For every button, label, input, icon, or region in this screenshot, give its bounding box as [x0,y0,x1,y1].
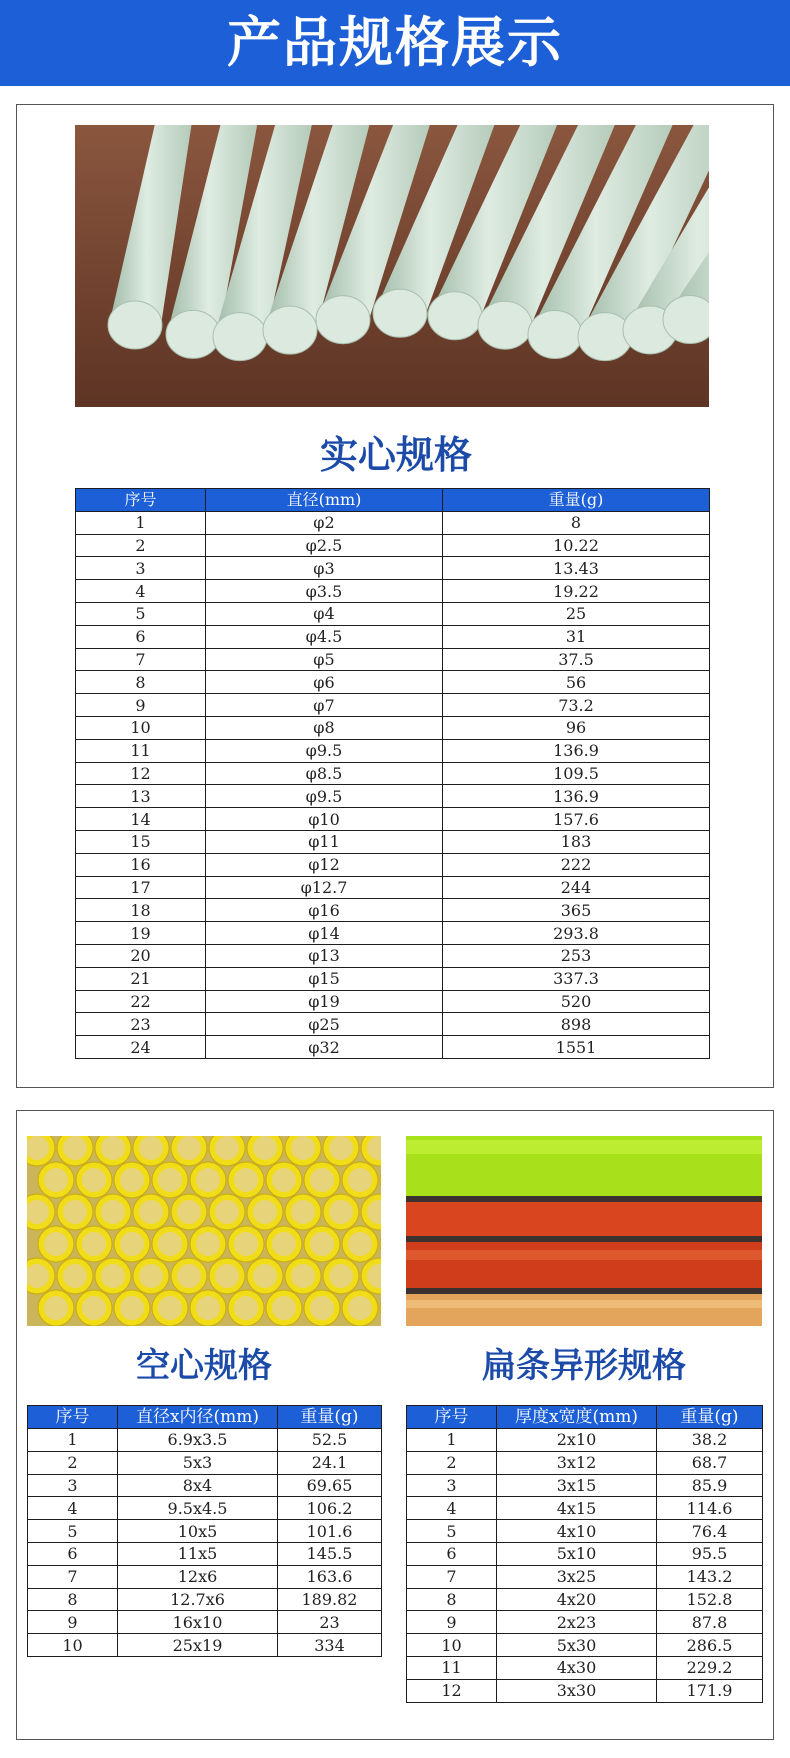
page-title: 产品规格展示 [227,11,563,74]
table-row [28,1588,382,1611]
flat-size-cell: 3x12 [497,1451,657,1474]
flat-weight-cell: 171.9 [657,1679,763,1702]
flat-weight-cell: 76.4 [657,1520,763,1543]
solid-weight-cell: 293.8 [443,922,710,945]
solid-index-cell: 3 [76,557,206,580]
table-row [28,1542,382,1565]
tube-hole-shape [348,1296,372,1320]
solid-weight-cell: 520 [443,990,710,1013]
hollow-tubes-photo [27,1136,381,1326]
hollow-index-cell: 4 [28,1497,118,1520]
table-row [407,1542,763,1565]
solid-index-cell: 16 [76,853,206,876]
solid-index-cell: 19 [76,922,206,945]
solid-weight-cell: 365 [443,899,710,922]
solid-weight-header: 重量(g) [443,489,710,512]
hollow-index-cell: 9 [28,1611,118,1634]
solid-size-cell: φ2.5 [206,534,443,557]
solid-index-cell: 10 [76,716,206,739]
flat-weight-header: 重量(g) [657,1406,763,1429]
tube-hole-shape [196,1232,220,1256]
solid-index-cell: 5 [76,602,206,625]
solid-size-cell: φ16 [206,899,443,922]
tube-hole-shape [253,1264,277,1288]
solid-weight-cell: 37.5 [443,648,710,671]
table-row [76,694,710,717]
flat-weight-cell: 38.2 [657,1429,763,1452]
rod-end-shape [478,301,532,349]
table-row [407,1634,763,1657]
solid-weight-cell: 109.5 [443,762,710,785]
solid-weight-cell: 253 [443,944,710,967]
solid-weight-cell: 8 [443,511,710,534]
solid-index-cell: 24 [76,1036,206,1059]
tube-hole-shape [101,1136,125,1160]
hollow-index-cell: 2 [28,1451,118,1474]
flat-index-cell: 8 [407,1588,497,1611]
hollow-index-cell: 8 [28,1588,118,1611]
tube-hole-shape [63,1136,87,1160]
solid-index-cell: 13 [76,785,206,808]
table-row [76,511,710,534]
flat-index-header: 序号 [407,1406,497,1429]
hollow-size-cell: 11x5 [118,1542,278,1565]
table-row [76,990,710,1013]
table-row [76,648,710,671]
solid-index-cell: 2 [76,534,206,557]
hollow-index-cell: 6 [28,1542,118,1565]
flat-bars-photo [406,1136,762,1326]
table-row [407,1656,763,1679]
hollow-weight-header: 重量(g) [278,1406,382,1429]
solid-size-cell: φ19 [206,990,443,1013]
table-row [407,1611,763,1634]
solid-size-cell: φ3.5 [206,580,443,603]
solid-index-cell: 15 [76,830,206,853]
solid-weight-cell: 222 [443,853,710,876]
flat-size-cell: 4x30 [497,1656,657,1679]
tube-hole-shape [253,1136,277,1160]
tube-hole-shape [82,1168,106,1192]
solid-index-cell: 8 [76,671,206,694]
flat-weight-cell: 286.5 [657,1634,763,1657]
tube-hole-shape [44,1296,68,1320]
flat-weight-cell: 143.2 [657,1565,763,1588]
table-row [28,1474,382,1497]
tube-hole-shape [329,1136,353,1160]
solid-index-header: 序号 [76,489,206,512]
tube-hole-shape [139,1264,163,1288]
solid-rods-photo [75,125,709,407]
tube-hole-shape [120,1296,144,1320]
hollow-weight-cell: 163.6 [278,1565,382,1588]
flat-size-cell: 4x20 [497,1588,657,1611]
solid-weight-cell: 157.6 [443,808,710,831]
solid-weight-cell: 183 [443,830,710,853]
solid-index-cell: 22 [76,990,206,1013]
hollow-size-cell: 12.7x6 [118,1588,278,1611]
solid-spec-table [75,488,710,1059]
hollow-weight-cell: 69.65 [278,1474,382,1497]
hollow-size-header: 直径x内径(mm) [118,1406,278,1429]
tube-hole-shape [272,1168,296,1192]
table-row [76,830,710,853]
solid-index-cell: 20 [76,944,206,967]
tube-hole-shape [158,1168,182,1192]
table-row [407,1588,763,1611]
table-row [28,1634,382,1657]
flat-index-cell: 6 [407,1542,497,1565]
table-row [76,602,710,625]
solid-weight-cell: 10.22 [443,534,710,557]
rod-end-shape [428,292,482,340]
tube-hole-shape [196,1296,220,1320]
solid-size-cell: φ4 [206,602,443,625]
table-row [28,1611,382,1634]
solid-size-cell: φ8.5 [206,762,443,785]
tube-hole-shape [177,1136,201,1160]
tube-hole-shape [158,1296,182,1320]
table-row [76,853,710,876]
title-banner [0,0,790,86]
hollow-weight-cell: 189.82 [278,1588,382,1611]
flat-index-cell: 1 [407,1429,497,1452]
solid-weight-cell: 337.3 [443,967,710,990]
solid-weight-cell: 244 [443,876,710,899]
flat-index-cell: 3 [407,1474,497,1497]
solid-size-cell: φ10 [206,808,443,831]
table-row [407,1679,763,1702]
flat-weight-cell: 95.5 [657,1542,763,1565]
table-row [76,739,710,762]
table-row [28,1565,382,1588]
table-row [76,625,710,648]
solid-index-cell: 9 [76,694,206,717]
tube-hole-shape [63,1264,87,1288]
flat-index-cell: 4 [407,1497,497,1520]
tube-hole-shape [120,1232,144,1256]
solid-spec-panel [16,104,774,1088]
solid-size-cell: φ6 [206,671,443,694]
hollow-size-cell: 12x6 [118,1565,278,1588]
tube-hole-shape [291,1136,315,1160]
table-row [407,1497,763,1520]
flat-size-cell: 2x23 [497,1611,657,1634]
flat-index-cell: 2 [407,1451,497,1474]
solid-spec-heading: 实心规格 [319,433,472,477]
flat-weight-cell: 87.8 [657,1611,763,1634]
solid-size-cell: φ4.5 [206,625,443,648]
hollow-index-cell: 5 [28,1520,118,1543]
tube-hole-shape [215,1136,239,1160]
flat-weight-cell: 152.8 [657,1588,763,1611]
solid-index-cell: 6 [76,625,206,648]
hollow-size-cell: 9.5x4.5 [118,1497,278,1520]
tube-hole-shape [82,1296,106,1320]
solid-index-cell: 11 [76,739,206,762]
flat-size-cell: 4x10 [497,1520,657,1543]
flat-index-cell: 12 [407,1679,497,1702]
tube-hole-shape [291,1200,315,1224]
solid-size-cell: φ7 [206,694,443,717]
hollow-size-cell: 25x19 [118,1634,278,1657]
table-row [28,1429,382,1452]
table-row [76,808,710,831]
tube-hole-shape [234,1296,258,1320]
solid-weight-cell: 136.9 [443,785,710,808]
hollow-size-cell: 10x5 [118,1520,278,1543]
solid-size-cell: φ12 [206,853,443,876]
solid-weight-cell: 898 [443,1013,710,1036]
hollow-index-cell: 10 [28,1634,118,1657]
solid-size-cell: φ3 [206,557,443,580]
rod-end-shape [373,289,427,337]
table-row [76,580,710,603]
solid-size-cell: φ14 [206,922,443,945]
table-row [407,1474,763,1497]
solid-index-cell: 14 [76,808,206,831]
solid-size-cell: φ5 [206,648,443,671]
table-row [76,671,710,694]
solid-weight-cell: 25 [443,602,710,625]
table-row [407,1565,763,1588]
tube-hole-shape [101,1264,125,1288]
table-row [28,1451,382,1474]
rod-end-shape [213,313,267,361]
tube-hole-shape [120,1168,144,1192]
table-row [76,899,710,922]
solid-index-cell: 18 [76,899,206,922]
hollow-size-cell: 5x3 [118,1451,278,1474]
solid-weight-cell: 73.2 [443,694,710,717]
table-row [407,1520,763,1543]
solid-weight-cell: 31 [443,625,710,648]
tube-hole-shape [253,1200,277,1224]
hollow-weight-cell: 101.6 [278,1520,382,1543]
tube-hole-shape [158,1232,182,1256]
solid-index-cell: 4 [76,580,206,603]
solid-size-cell: φ11 [206,830,443,853]
solid-index-cell: 23 [76,1013,206,1036]
solid-size-header: 直径(mm) [206,489,443,512]
solid-size-cell: φ2 [206,511,443,534]
tube-hole-shape [329,1200,353,1224]
flat-index-cell: 9 [407,1611,497,1634]
flat-size-cell: 3x30 [497,1679,657,1702]
solid-weight-cell: 96 [443,716,710,739]
hollow-size-cell: 6.9x3.5 [118,1429,278,1452]
solid-size-cell: φ15 [206,967,443,990]
flat-weight-cell: 85.9 [657,1474,763,1497]
hollow-weight-cell: 106.2 [278,1497,382,1520]
solid-index-cell: 1 [76,511,206,534]
tube-hole-shape [44,1168,68,1192]
table-row [76,716,710,739]
flat-size-cell: 5x10 [497,1542,657,1565]
flat-size-cell: 3x25 [497,1565,657,1588]
flat-index-cell: 5 [407,1520,497,1543]
table-row [76,922,710,945]
solid-index-cell: 7 [76,648,206,671]
solid-index-cell: 17 [76,876,206,899]
solid-size-cell: φ9.5 [206,739,443,762]
table-row [28,1520,382,1543]
hollow-index-cell: 3 [28,1474,118,1497]
table-row [76,1013,710,1036]
flat-weight-cell: 68.7 [657,1451,763,1474]
tube-hole-shape [177,1200,201,1224]
tube-hole-shape [272,1232,296,1256]
flat-spec-heading: 扁条异形规格 [482,1346,686,1386]
flat-size-cell: 5x30 [497,1634,657,1657]
tube-hole-shape [177,1264,201,1288]
hollow-weight-cell: 334 [278,1634,382,1657]
rod-end-shape [263,306,317,354]
hollow-weight-cell: 145.5 [278,1542,382,1565]
flat-size-cell: 3x15 [497,1474,657,1497]
tube-hole-shape [310,1232,334,1256]
flat-size-cell: 4x15 [497,1497,657,1520]
hollow-size-cell: 8x4 [118,1474,278,1497]
solid-weight-cell: 19.22 [443,580,710,603]
tube-hole-shape [82,1232,106,1256]
tube-hole-shape [139,1200,163,1224]
table-row [76,876,710,899]
tube-hole-shape [215,1264,239,1288]
rod-end-shape [316,296,370,344]
table-row [76,785,710,808]
tube-hole-shape [101,1200,125,1224]
tube-hole-shape [310,1296,334,1320]
tube-hole-shape [329,1264,353,1288]
rod-end-shape [528,311,582,359]
solid-size-cell: φ25 [206,1013,443,1036]
hollow-spec-heading: 空心规格 [136,1346,272,1386]
solid-size-cell: φ32 [206,1036,443,1059]
solid-size-cell: φ9.5 [206,785,443,808]
tube-hole-shape [310,1168,334,1192]
solid-size-cell: φ13 [206,944,443,967]
hollow-weight-cell: 23 [278,1611,382,1634]
solid-weight-cell: 13.43 [443,557,710,580]
rod-end-shape [166,310,220,358]
table-row [407,1451,763,1474]
hollow-size-cell: 16x10 [118,1611,278,1634]
flat-weight-cell: 114.6 [657,1497,763,1520]
tube-hole-shape [139,1136,163,1160]
rod-end-shape [108,301,162,349]
hollow-weight-cell: 24.1 [278,1451,382,1474]
solid-size-cell: φ8 [206,716,443,739]
tube-hole-shape [234,1168,258,1192]
flat-weight-cell: 229.2 [657,1656,763,1679]
solid-size-cell: φ12.7 [206,876,443,899]
hollow-spec-table [27,1405,382,1657]
table-row [28,1497,382,1520]
flat-spec-table [406,1405,763,1703]
solid-index-cell: 21 [76,967,206,990]
hollow-weight-cell: 52.5 [278,1429,382,1452]
flat-index-cell: 7 [407,1565,497,1588]
tube-hole-shape [291,1264,315,1288]
hollow-index-cell: 7 [28,1565,118,1588]
flat-index-cell: 11 [407,1656,497,1679]
table-row [76,762,710,785]
flat-size-header: 厚度x宽度(mm) [497,1406,657,1429]
tube-hole-shape [348,1232,372,1256]
table-row [76,557,710,580]
tube-hole-shape [63,1200,87,1224]
flat-size-cell: 2x10 [497,1429,657,1452]
solid-weight-cell: 56 [443,671,710,694]
solid-index-cell: 12 [76,762,206,785]
hollow-index-cell: 1 [28,1429,118,1452]
tube-hole-shape [234,1232,258,1256]
hollow-flat-spec-panel [16,1110,774,1740]
tube-hole-shape [196,1168,220,1192]
table-row [76,944,710,967]
flat-index-cell: 10 [407,1634,497,1657]
tube-hole-shape [348,1168,372,1192]
solid-weight-cell: 136.9 [443,739,710,762]
hollow-index-header: 序号 [28,1406,118,1429]
table-row [76,967,710,990]
table-row [76,534,710,557]
tube-hole-shape [272,1296,296,1320]
solid-weight-cell: 1551 [443,1036,710,1059]
table-row [407,1429,763,1452]
tube-hole-shape [215,1200,239,1224]
table-row [76,1036,710,1059]
tube-hole-shape [44,1232,68,1256]
